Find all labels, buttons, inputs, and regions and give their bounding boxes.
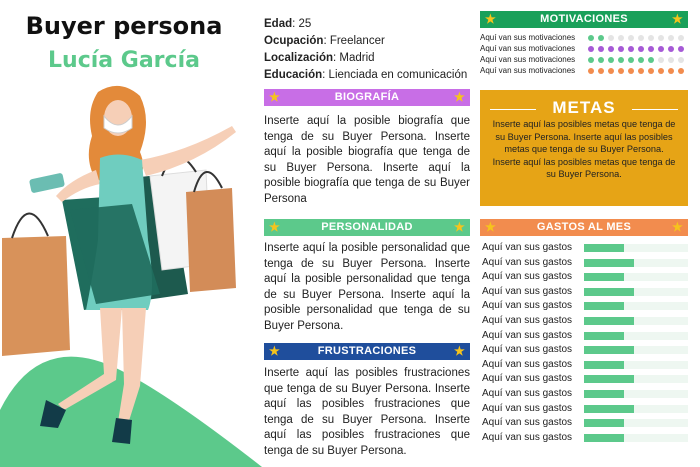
rating-dot	[628, 46, 634, 52]
gasto-bar-track	[584, 390, 688, 398]
gasto-label: Aquí van sus gastos	[482, 344, 573, 356]
biografia-text: Inserte aquí la posible biografía que tenga de su Buyer Persona. Inserte aquí la posible biografía que tenga de su Buyer Persona. Inserte aquí la posible biografía que tenga de su Buyer Persona	[264, 115, 470, 205]
motivacion-label: Aquí van sus motivaciones	[480, 66, 576, 75]
personal-facts	[264, 16, 474, 84]
rating-dot	[648, 68, 654, 74]
gasto-row	[482, 372, 688, 386]
gasto-label: Aquí van sus gastos	[482, 417, 573, 429]
gasto-bar-fill	[584, 419, 624, 427]
star-icon: ★	[671, 220, 683, 234]
fact-age: Edad: 25	[264, 18, 312, 30]
motivacion-label: Aquí van sus motivaciones	[480, 44, 576, 53]
star-icon: ★	[453, 90, 465, 104]
star-icon: ★	[453, 220, 465, 234]
frustraciones-header: ★ FRUSTRACIONES ★	[264, 343, 470, 360]
fact-education: Educación: Lienciada en comunicación	[264, 69, 468, 81]
rating-dot	[628, 35, 634, 41]
fact-occupation: Ocupación: Freelancer	[264, 35, 385, 47]
gasto-label: Aquí van sus gastos	[482, 271, 573, 283]
gasto-bar-track	[584, 375, 688, 383]
gasto-row	[482, 314, 688, 328]
gasto-bar-fill	[584, 375, 634, 383]
gasto-bar-track	[584, 332, 688, 340]
metas-rule-right	[632, 109, 678, 110]
gasto-bar-fill	[584, 302, 624, 310]
gasto-label: Aquí van sus gastos	[482, 431, 573, 443]
gasto-label: Aquí van sus gastos	[482, 285, 573, 297]
gasto-row	[482, 285, 688, 299]
rating-dot	[658, 57, 664, 63]
rating-dot	[678, 68, 684, 74]
gasto-bar-track	[584, 434, 688, 442]
gasto-label: Aquí van sus gastos	[482, 300, 573, 312]
rating-dot	[658, 46, 664, 52]
page-title: Buyer persona	[25, 12, 223, 40]
rating-dot	[668, 35, 674, 41]
rating-dot	[648, 57, 654, 63]
rating-dot	[598, 68, 604, 74]
gasto-label: Aquí van sus gastos	[482, 358, 573, 370]
gasto-label: Aquí van sus gastos	[482, 256, 573, 268]
motivacion-label: Aquí van sus motivaciones	[480, 33, 576, 42]
gasto-bar-fill	[584, 361, 624, 369]
rating-dot	[618, 68, 624, 74]
star-icon: ★	[269, 344, 281, 358]
gasto-bar-fill	[584, 259, 634, 267]
gasto-label: Aquí van sus gastos	[482, 402, 573, 414]
gasto-bar-fill	[584, 273, 624, 281]
shopping-woman-illustration	[0, 80, 262, 467]
gastos-header: ★ GASTOS AL MES ★	[480, 219, 688, 236]
star-icon: ★	[485, 12, 497, 26]
rating-dot	[608, 57, 614, 63]
star-icon: ★	[453, 344, 465, 358]
shopping-bag-orange-right	[186, 188, 236, 292]
personalidad-header: ★ PERSONALIDAD ★	[264, 219, 470, 236]
personalidad-text: Inserte aquí la posible personalidad que tenga de su Buyer Persona. Inserte aquí la posible personalidad que tenga de su Buyer Persona. Inserte aquí la posible personalidad que tenga de su Buyer Persona.	[264, 242, 470, 332]
biografia-header: ★ BIOGRAFÍA ★	[264, 89, 470, 106]
gasto-row	[482, 431, 688, 445]
gasto-bar-fill	[584, 332, 624, 340]
rating-dot	[588, 68, 594, 74]
gasto-bar-track	[584, 273, 688, 281]
star-icon: ★	[671, 12, 683, 26]
gasto-row	[482, 329, 688, 343]
shopping-bag-orange-left	[2, 236, 70, 356]
gasto-row	[482, 241, 688, 255]
rating-dot	[628, 57, 634, 63]
gasto-bar-fill	[584, 434, 624, 442]
persona-name: Lucía García	[48, 48, 200, 73]
rating-dot	[678, 57, 684, 63]
gasto-row	[482, 416, 688, 430]
rating-dot	[588, 57, 594, 63]
rating-dot	[608, 46, 614, 52]
gasto-row	[482, 343, 688, 357]
motivacion-label: Aquí van sus motivaciones	[480, 55, 576, 64]
rating-dot	[598, 57, 604, 63]
rating-dot	[658, 35, 664, 41]
frustraciones-text: Inserte aquí las posibles frustraciones que tenga de su Buyer Persona. Inserte aquí las posibles frustraciones que tenga de su Buyer Persona. Inserte aquí las posibles frustraciones que tenga de su Buyer Persona.	[264, 367, 470, 457]
gasto-label: Aquí van sus gastos	[482, 315, 573, 326]
rating-dot	[648, 35, 654, 41]
gasto-row	[482, 270, 688, 284]
rating-dot	[588, 35, 594, 41]
gasto-label: Aquí van sus gastos	[482, 242, 573, 253]
metas-box	[480, 90, 688, 206]
star-icon: ★	[269, 220, 281, 234]
gasto-bar-fill	[584, 346, 634, 354]
gasto-bar-track	[584, 419, 688, 427]
gasto-bar-track	[584, 302, 688, 310]
rating-dot	[658, 68, 664, 74]
gasto-row	[482, 387, 688, 401]
rating-dot	[668, 46, 674, 52]
rating-dot	[638, 46, 644, 52]
rating-dot	[638, 57, 644, 63]
gasto-bar-track	[584, 259, 688, 267]
motivacion-row	[480, 65, 690, 77]
rating-dot	[648, 46, 654, 52]
gasto-bar-track	[584, 405, 688, 413]
gasto-bar-track	[584, 317, 688, 325]
gasto-bar-track	[584, 244, 688, 252]
rating-dot	[678, 46, 684, 52]
gasto-label: Aquí van sus gastos	[482, 329, 573, 341]
phone	[29, 173, 65, 194]
gasto-row	[482, 358, 688, 372]
star-icon: ★	[485, 220, 497, 234]
gasto-bar-track	[584, 361, 688, 369]
arm-raised	[140, 126, 236, 176]
rating-dot	[618, 57, 624, 63]
rating-dot	[598, 35, 604, 41]
rating-dot	[618, 35, 624, 41]
star-icon: ★	[269, 90, 281, 104]
gasto-label: Aquí van sus gastos	[482, 373, 573, 385]
gasto-bar-fill	[584, 288, 634, 296]
rating-dot	[598, 46, 604, 52]
rating-dot	[668, 68, 674, 74]
gasto-row	[482, 299, 688, 313]
gasto-label: Aquí van sus gastos	[482, 388, 573, 399]
gasto-bar-fill	[584, 317, 634, 325]
metas-title: METAS	[552, 98, 616, 117]
rating-dot	[668, 57, 674, 63]
rating-dot	[678, 35, 684, 41]
gasto-row	[482, 256, 688, 270]
rating-dot	[628, 68, 634, 74]
rating-dot	[608, 68, 614, 74]
gasto-bar-track	[584, 288, 688, 296]
rating-dot	[618, 46, 624, 52]
gasto-bar-fill	[584, 405, 634, 413]
fact-location: Localización: Madrid	[264, 52, 375, 64]
gasto-bar-track	[584, 346, 688, 354]
rating-dot	[638, 35, 644, 41]
metas-text: Inserte aquí las posibles metas que tenga de su Buyer Persona. Inserte aquí las posibles metas que tenga de su Buyer Persona. Inserte aquí las posibles metas que tenga de su Buyer Persona.	[492, 119, 676, 179]
rating-dot	[608, 35, 614, 41]
gasto-row	[482, 402, 688, 416]
gasto-bar-fill	[584, 390, 624, 398]
motivaciones-header: ★ MOTIVACIONES ★	[480, 11, 688, 28]
gasto-bar-fill	[584, 244, 624, 252]
rating-dot	[588, 46, 594, 52]
rating-dot	[638, 68, 644, 74]
